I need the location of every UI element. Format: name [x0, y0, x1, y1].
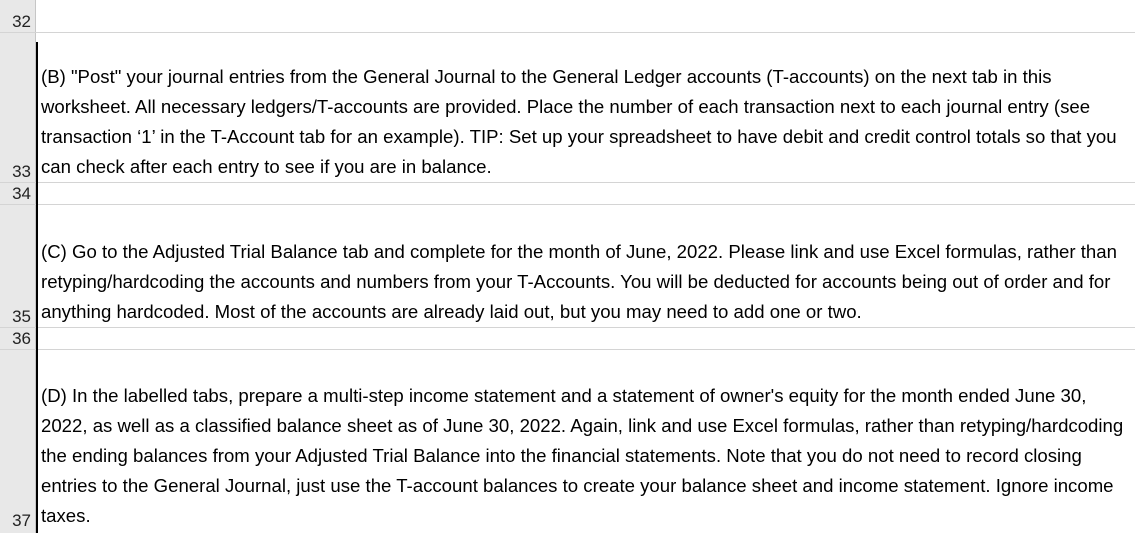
row-32: [0, 0, 1135, 33]
cell-b37[interactable]: [36, 350, 1135, 533]
row-header-36[interactable]: [0, 328, 36, 349]
row-header-35[interactable]: [0, 205, 36, 327]
cell-b32[interactable]: [36, 0, 1135, 32]
row-header-34[interactable]: [0, 183, 36, 204]
row-number: 36: [12, 329, 31, 348]
row-37: [0, 350, 1135, 533]
row-33: [0, 33, 1135, 183]
cell-b33[interactable]: [36, 33, 1135, 182]
column-left-border: [36, 42, 38, 533]
row-number: 35: [12, 307, 31, 326]
row-36: [0, 328, 1135, 350]
cell-b35[interactable]: [36, 205, 1135, 327]
row-35: [0, 205, 1135, 328]
row-number: 37: [12, 511, 31, 530]
cell-text: (B) "Post" your journal entries from the General Journal to the General Ledger accounts (T-accounts) on the next tab in this worksheet. All necessary ledgers/T-accounts are provided. Place the number of each transaction next to each journal entry (see transaction ‘1’ in the T-Account tab for an example). TIP: Set up your spreadsheet to have debit and credit control totals so that you can check after each entry to see if you are in balance.: [41, 66, 1117, 177]
row-header-32[interactable]: [0, 0, 36, 32]
row-34: [0, 183, 1135, 205]
cell-b34[interactable]: [36, 183, 1135, 204]
row-number: 32: [12, 12, 31, 31]
cell-text: (D) In the labelled tabs, prepare a multi-step income statement and a statement of owner's equity for the month ended June 30, 2022, as well as a classified balance sheet as of June 30, 2022. Again, link and use Excel formulas, rather than retyping/hardcoding the ending balances from your Adjusted Trial Balance into the financial statements. Note that you do not need to record closing entries to the General Journal, just use the T-account balances to create your balance sheet and income statement. Ignore income taxes.: [41, 385, 1124, 526]
row-number: 34: [12, 184, 31, 203]
cell-text: (C) Go to the Adjusted Trial Balance tab and complete for the month of June, 2022. Please link and use Excel formulas, rather than retyping/hardcoding the accounts and numbers from your T-Accounts. You will be deducted for accounts being out of order and for anything hardcoded. Most of the accounts are already laid out, but you may need to add one or two.: [41, 241, 1117, 322]
row-number: 33: [12, 162, 31, 181]
row-header-37[interactable]: [0, 350, 36, 533]
row-header-33[interactable]: [0, 33, 36, 182]
cell-b36[interactable]: [36, 328, 1135, 349]
